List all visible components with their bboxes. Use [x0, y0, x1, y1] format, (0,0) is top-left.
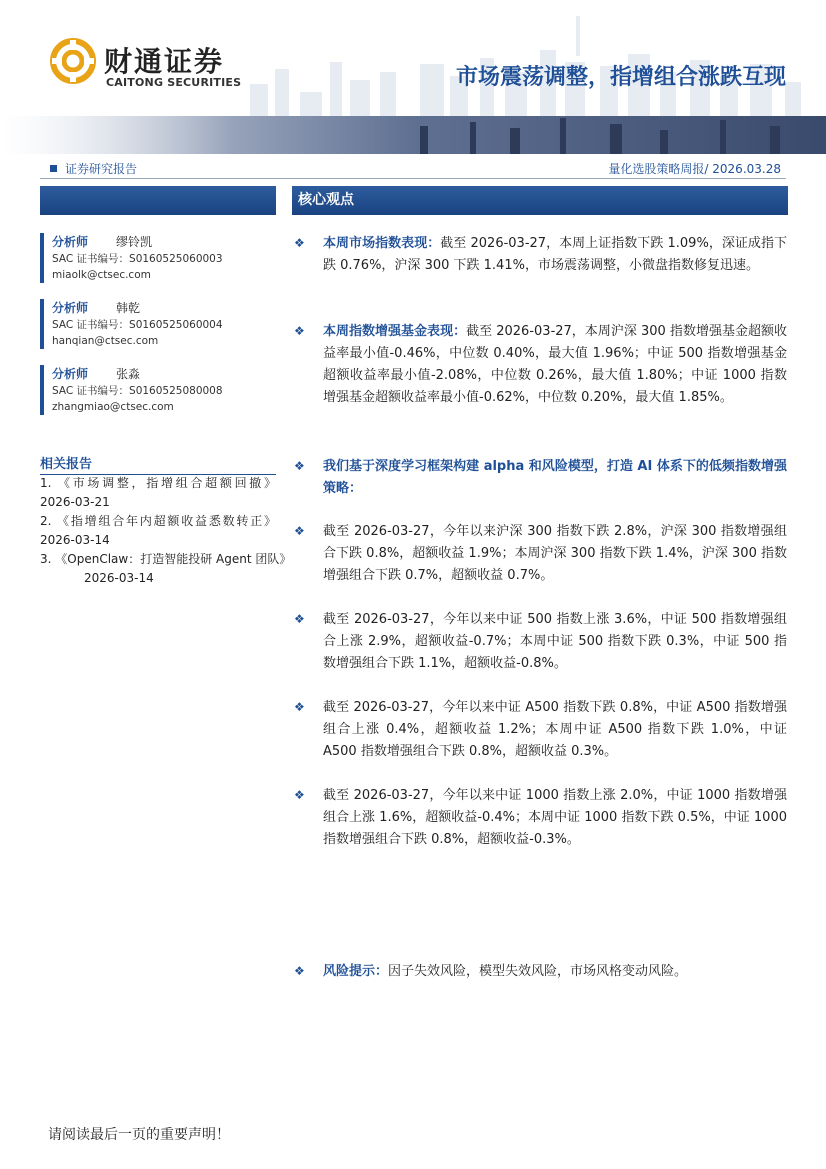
diamond-bullet-icon: ❖ [294, 459, 305, 473]
related-report-title[interactable]: 1. 《市场调整，指增组合超额回撤》 [40, 476, 276, 490]
analyst-role: 分析师 [52, 301, 89, 315]
analyst-role: 分析师 [52, 367, 89, 381]
related-report-date: 2026-03-14 [84, 571, 154, 585]
diamond-bullet-icon: ❖ [294, 612, 305, 626]
disclaimer-notice: 请阅读最后一页的重要声明！ [48, 1127, 230, 1143]
analyst-cert: SAC 证书编号：S0160525060003 [52, 253, 223, 265]
analyst-email: miaolk@ctsec.com [52, 269, 151, 281]
diamond-bullet-icon: ❖ [294, 964, 305, 978]
related-reports-list [40, 474, 292, 588]
related-report-date: 2026-03-14 [40, 533, 110, 547]
analyst-email: zhangmiao@ctsec.com [52, 401, 174, 413]
analyst-card [40, 233, 276, 283]
risk-warning-paragraph: 风险提示：因子失效风险，模型失效风险，市场风格变动风险。 [323, 964, 688, 979]
caitong-logo-icon [50, 38, 96, 84]
market-performance-paragraph: 本周市场指数表现：截至 2026-03-27，本周上证指数下跌 1.09%，深证成指下跌 0.76%，沪深 300 下跌 1.41%，市场震荡调整，小微盘指数修复迅速。 [323, 236, 787, 273]
brand-name-en: CAITONG SECURITIES [106, 76, 242, 89]
analyst-card [40, 299, 276, 349]
analyst-name: 缪铃凯 [116, 235, 153, 249]
diamond-bullet-icon: ❖ [294, 524, 305, 538]
analyst-cert: SAC 证书编号：S0160525060004 [52, 319, 223, 331]
strategy-paragraph: 我们基于深度学习框架构建 alpha 和风险模型，打造 AI 体系下的低频指数增强策略： [323, 459, 787, 496]
related-reports-heading: 相关报告 [40, 453, 276, 475]
report-series-date: 量化选股策略周报/ 2026.03.28 [608, 162, 781, 176]
csi500-paragraph: 截至 2026-03-27，今年以来中证 500 指数上涨 3.6%，中证 500 指数增强组合上涨 2.9%，超额收益-0.7%；本周中证 500 指数下跌 0.3%，中证 500 指数增强组合下跌 1.1%，超额收益-0.8%。 [323, 612, 787, 671]
hs300-paragraph: 截至 2026-03-27，今年以来沪深 300 指数下跌 2.8%，沪深 300 指数增强组合下跌 0.8%，超额收益 1.9%；本周沪深 300 指数下跌 1.4%，沪深 300 指数增强组合下跌 0.7%，超额收益 0.7%。 [323, 524, 787, 583]
diamond-bullet-icon: ❖ [294, 700, 305, 714]
diamond-bullet-icon: ❖ [294, 324, 305, 338]
core-views-heading: 核心观点 [292, 186, 788, 215]
a500-paragraph: 截至 2026-03-27，今年以来中证 A500 指数下跌 0.8%，中证 A500 指数增强组合上涨 0.4%，超额收益 1.2%；本周中证 A500 指数下跌 1.0%，中证 A500 指数增强组合下跌 0.8%，超额收益 0.3%。 [323, 700, 787, 759]
analyst-email: hanqian@ctsec.com [52, 335, 159, 347]
csi1000-paragraph: 截至 2026-03-27，今年以来中证 1000 指数上涨 2.0%，中证 1000 指数增强组合上涨 1.6%，超额收益-0.4%；本周中证 1000 指数下跌 0.5%，中证 1000 指数增强组合下跌 0.8%，超额收益-0.3%。 [323, 788, 787, 847]
analyst-role: 分析师 [52, 235, 89, 249]
diamond-bullet-icon: ❖ [294, 788, 305, 802]
sidebar-header-band [40, 186, 276, 215]
related-report-title[interactable]: 3. 《OpenClaw：打造智能投研 Agent 团队》 [40, 552, 292, 566]
square-icon [50, 165, 57, 172]
fund-performance-paragraph: 本周指数增强基金表现：截至 2026-03-27，本周沪深 300 指数增强基金超额收益率最小值-0.46%，中位数 0.40%，最大值 1.96%；中证 500 指数增强基金超额收益率最小值-2.08%，中位数 0.26%，最大值 1.80%；中证 1000 指数增强基金超额收益率最小值-0.62%，中位数 0.20%，最大值 1.85%。 [323, 324, 787, 405]
report-title: 市场震荡调整，指增组合涨跌互现 [455, 65, 786, 90]
analyst-name: 张淼 [116, 367, 141, 381]
brand-name-cn: 财通证券 [104, 45, 225, 78]
related-report-date: 2026-03-21 [40, 495, 110, 509]
document-type: 证券研究报告 [50, 160, 137, 177]
header-divider [40, 178, 786, 179]
analyst-cert: SAC 证书编号：S0160525080008 [52, 385, 223, 397]
analyst-name: 韩乾 [116, 301, 141, 315]
analyst-card [40, 365, 276, 415]
related-report-title[interactable]: 2. 《指增组合年内超额收益悉数转正》 [40, 514, 276, 528]
diamond-bullet-icon: ❖ [294, 236, 305, 250]
